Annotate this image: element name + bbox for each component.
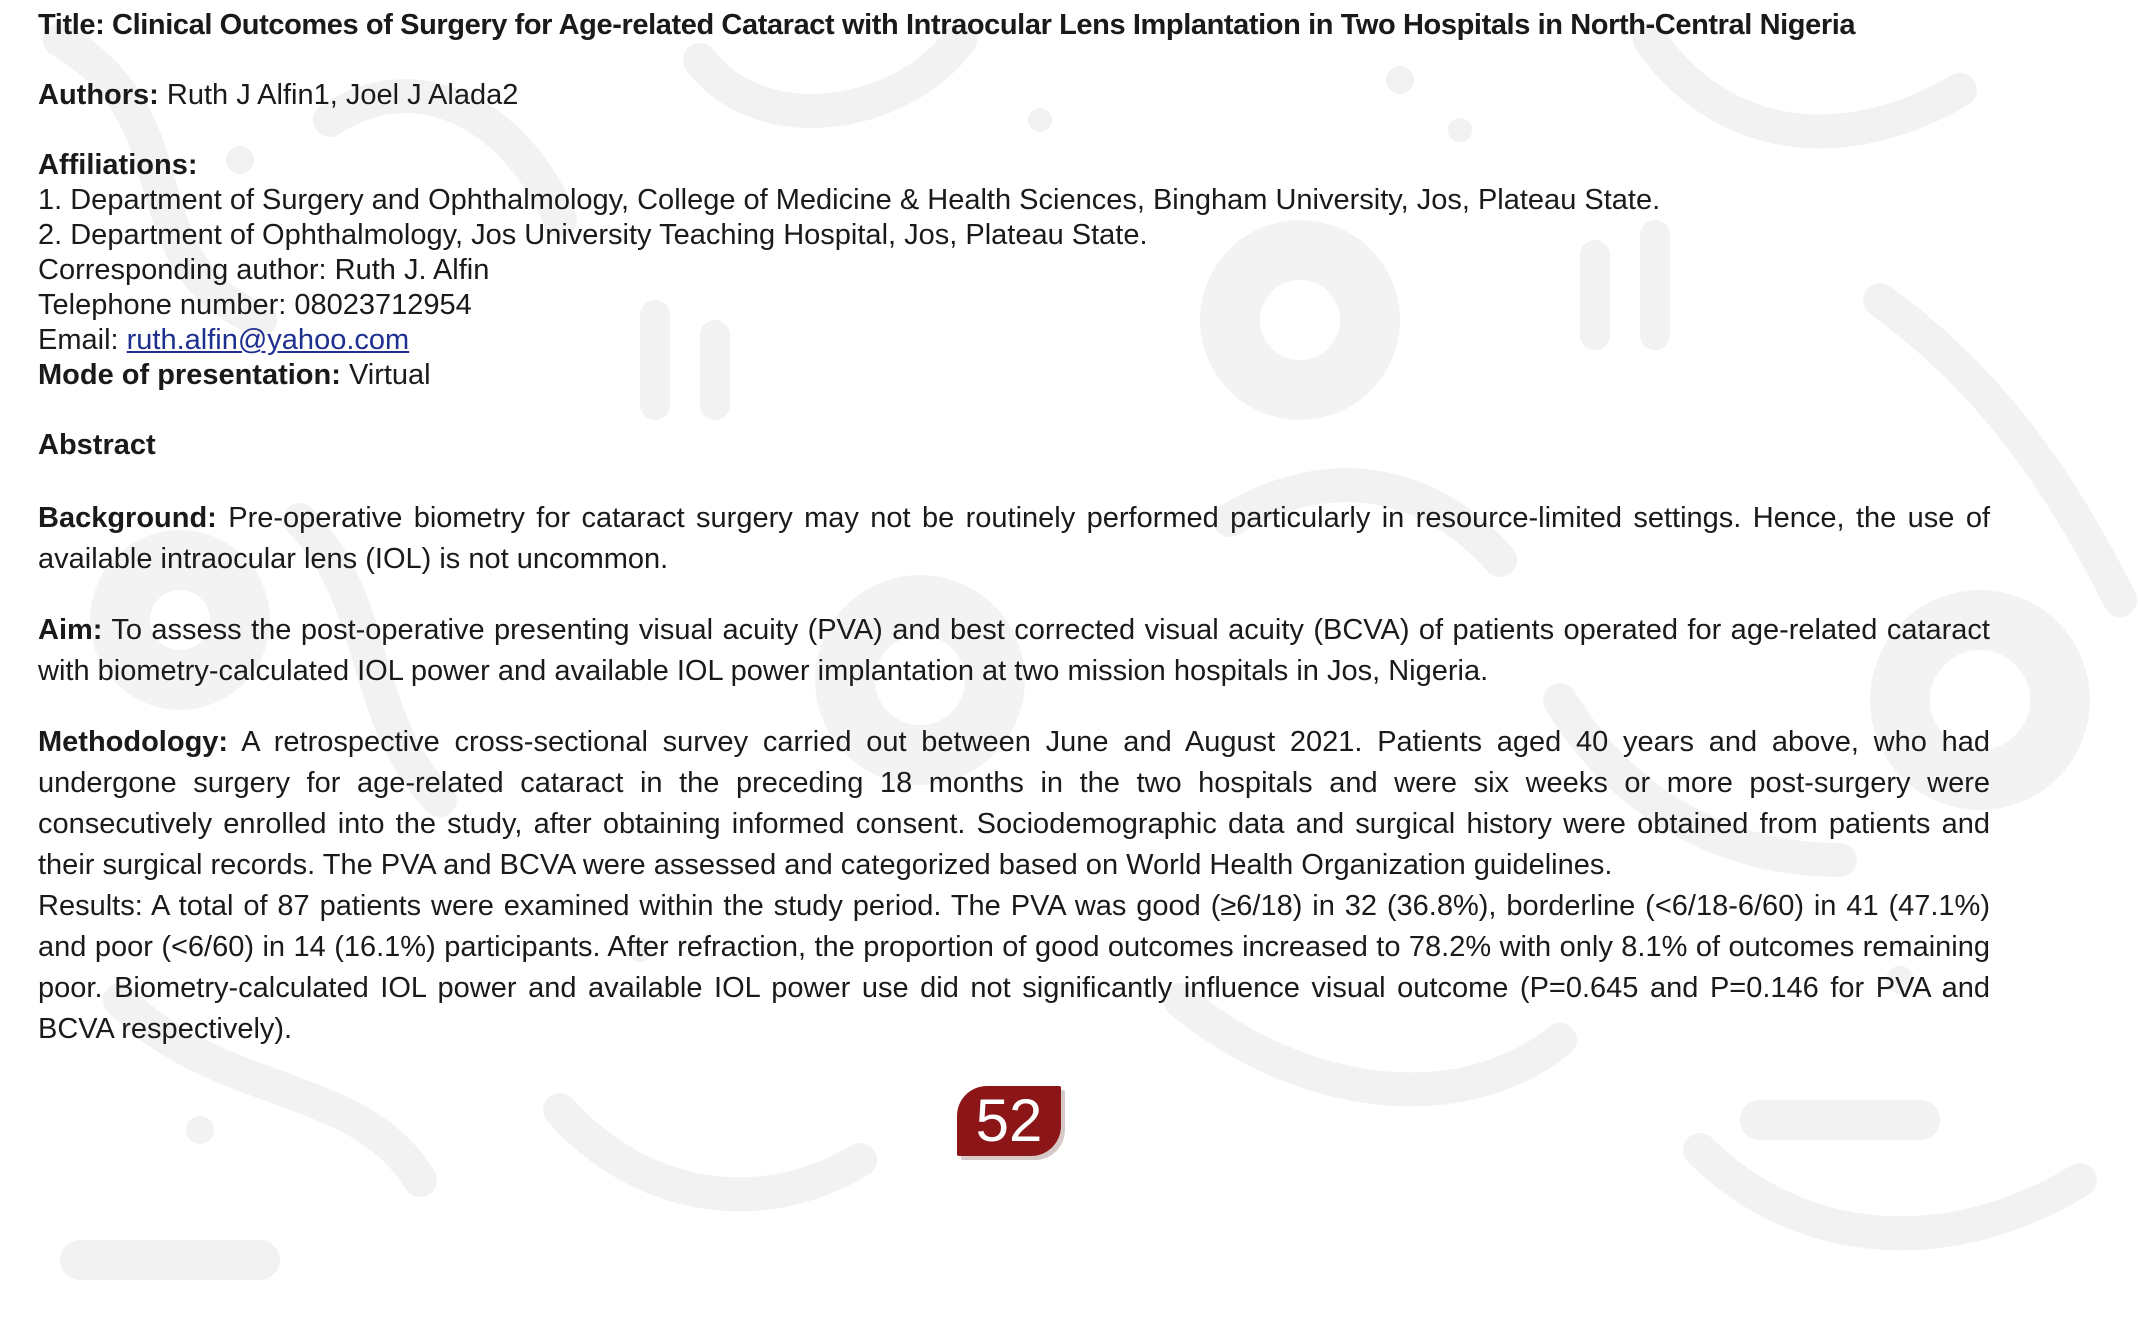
mode-value: Virtual xyxy=(348,359,431,391)
methodology-text: A retrospective cross-sectional survey carried out between June and August 2021. Patients aged 40 years and above, who had undergone surgery for age-related cataract in the preceding 18 months in the two hospitals and were six weeks or more post-surgery were consecutively enrolled into the study, after obtaining informed consent. Sociodemographic data and surgical history were obtained from patients and their surgical records. The PVA and BCVA were assessed and categorized based on World Health Organization guidelines. xyxy=(38,726,1990,881)
background-paragraph xyxy=(38,498,1990,580)
corresponding-author: Corresponding author: Ruth J. Alfin xyxy=(38,254,490,286)
abstract-document xyxy=(38,8,1990,1050)
methodology-paragraph xyxy=(38,722,1990,886)
authors-line xyxy=(38,78,1990,113)
results-paragraph: Results: A total of 87 patients were examined within the study period. The PVA was good (≥6/18) in 32 (36.8%), borderline (<6/18-6/60) in 41 (47.1%) and poor (<6/60) in 14 (16.1%) participants. After refraction, the proportion of good outcomes increased to 78.2% with only 8.1% of outcomes remaining poor. Biometry-calculated IOL power and available IOL power use did not significantly influence visual outcome (P=0.645 and P=0.146 for PVA and BCVA respectively). xyxy=(38,890,1990,1045)
email-link[interactable]: ruth.alfin@yahoo.com xyxy=(126,324,410,356)
presentation-mode xyxy=(38,358,1990,393)
aim-label: Aim: xyxy=(38,614,103,646)
methodology-label: Methodology: xyxy=(38,726,229,758)
page-number: 52 xyxy=(975,1087,1043,1154)
telephone-number: Telephone number: 08023712954 xyxy=(38,289,472,321)
affiliations-label: Affiliations: xyxy=(38,149,198,181)
affiliation-2: 2. Department of Ophthalmology, Jos University Teaching Hospital, Jos, Plateau State. xyxy=(38,219,1148,251)
abstract-heading: Abstract xyxy=(38,429,156,461)
authors-text: Ruth J Alfin1, Joel J Alada2 xyxy=(166,79,519,111)
mode-label: Mode of presentation: xyxy=(38,359,341,391)
aim-text: To assess the post-operative presenting visual acuity (PVA) and best corrected visual acuity (BCVA) of patients operated for age-related cataract with biometry-calculated IOL power and available IOL power implantation at two mission hospitals in Jos, Nigeria. xyxy=(38,614,1990,687)
authors-label: Authors: xyxy=(38,79,159,111)
paper-title: Title: Clinical Outcomes of Surgery for Age-related Cataract with Intraocular Lens Implantation in Two Hospitals in North-Central Nigeria xyxy=(38,9,1856,41)
affiliation-1: 1. Department of Surgery and Ophthalmology, College of Medicine & Health Sciences, Bingham University, Jos, Plateau State. xyxy=(38,184,1661,216)
background-text: Pre-operative biometry for cataract surgery may not be routinely performed particularly in resource-limited settings. Hence, the use of available intraocular lens (IOL) is not uncommon. xyxy=(38,502,1991,575)
email-label: Email: xyxy=(38,324,119,356)
background-label: Background: xyxy=(38,502,217,534)
email-line xyxy=(38,323,1990,358)
page-number-badge xyxy=(957,1086,1065,1158)
aim-paragraph xyxy=(38,610,1990,692)
